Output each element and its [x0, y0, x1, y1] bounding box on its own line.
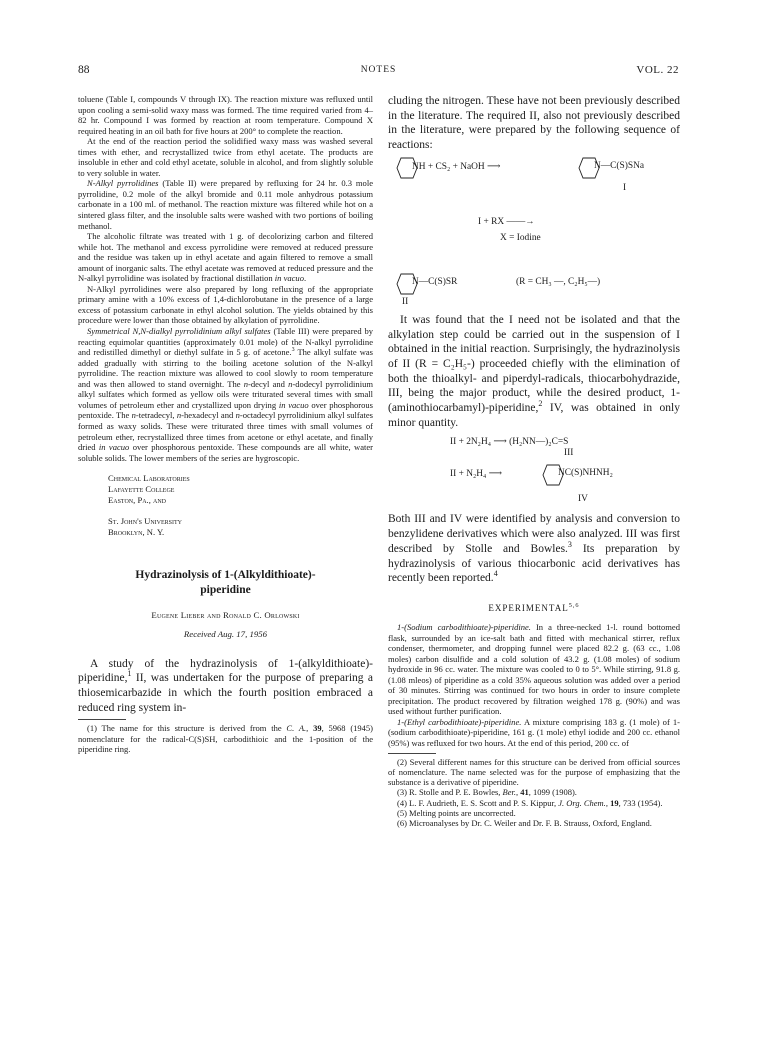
italic-text: Ber. — [502, 787, 517, 798]
italic-text: in vacuo — [98, 442, 130, 453]
reactants: II + N₂H₄ ⟶ — [450, 469, 503, 480]
text: A study of the hydrazinolysis of 1-(alkyldithioate)-piperidine, — [78, 657, 373, 685]
right-column — [388, 94, 680, 829]
italic-text: J. Org. Chem. — [558, 797, 606, 808]
italic-text: n — [235, 410, 240, 421]
paragraph — [388, 512, 680, 586]
footnote: (6) Microanalyses by Dr. C. Weiler and Dr. F. B. Strauss, Oxford, England. — [397, 818, 652, 829]
compound-label: II — [402, 296, 409, 307]
paragraph — [78, 231, 373, 284]
text: , 5968 (1945) nomenclature for the radical-C(S)SH, carbodithioic and the 1-position of the piperidine ring. — [78, 723, 374, 755]
paragraph — [388, 717, 680, 749]
footnote-ref: 3 — [567, 540, 572, 550]
text: , — [306, 723, 314, 734]
product: N—C(S)SNa — [594, 160, 645, 171]
italic-text: 1-(Sodium carbodithioate)-piperidine. — [397, 621, 531, 632]
volume-label: VOL. 22 — [636, 64, 679, 76]
footnote-ref: 1 — [127, 669, 132, 679]
italic-text: n — [288, 378, 293, 389]
product: N—C(S)SR — [412, 276, 458, 287]
paragraph: N-Alkyl pyrrolidines were also prepared by long refluxing of the appropriate primary amine with a 10% excess of 1,4-dichlorobutane in the presence of a large excess of potassium carbonate in ethyl alcohol solution. The yields obtained by this procedure were lower than those obtained by alkylation of pyrrolidine. — [78, 283, 373, 326]
footnote — [78, 723, 373, 754]
bold-text: 19 — [610, 797, 619, 808]
address-line: Lafayette College — [108, 484, 175, 495]
italic-text: in vacuo — [274, 273, 304, 284]
text: over phosphorous pentoxide. The — [78, 399, 373, 421]
paragraph — [388, 622, 680, 717]
paragraph: At the end of the reaction period the solidified waxy mass was washed several times with ether, and recrystallized twice from ethyl acetate. The products are insoluble in ether and cold ethyl acetate, soluble in alcohol, and from slightly soluble to very soluble in water. — [78, 136, 373, 178]
footnote-ref: 5,6 — [568, 601, 580, 609]
reaction-scheme-5 — [388, 464, 680, 506]
italic-text: Symmetrical N,N-dialkyl pyrrolidinium alkyl sulfates — [87, 326, 271, 337]
footnote-ref: 3 — [291, 347, 295, 354]
text: II, was undertaken for the purpose of preparing a thiosemicarbazide in which the fourth position embraced a reduced ring system in- — [78, 672, 373, 714]
italic-text: n — [243, 378, 249, 389]
compound-label: IV — [578, 494, 588, 505]
footnotes — [388, 757, 680, 829]
address-line: Brooklyn, N. Y. — [108, 526, 165, 537]
heading-text: EXPERIMENTAL — [488, 602, 569, 613]
paragraph — [388, 313, 680, 431]
page-number: 88 — [78, 64, 90, 76]
italic-text: n — [176, 410, 182, 421]
product: NC(S)NHNH₂ — [558, 468, 613, 479]
text: The alkyl sulfate was added gradually with stirring to the boiling acetone solution of the N-alkyl pyrrolidine. The reaction mixture was allowed to cool slowly to room temperature and was then allowed to stand overnight. The — [78, 347, 373, 389]
text: -octadecyl pyrrolidinium alkyl sulfates formed as waxy solids. These were triturated three times with small volumes of petroleum ether, recrystallized three times from acetone or ethyl acetate, and finally dried — [78, 410, 374, 453]
italic-text: 1-(Ethyl carbodithioate)-piperidine. — [397, 716, 522, 727]
text: In a three-necked 1-l. round bottomed flask, surrounded by an ice-salt bath and fitted with mechanical stirrer, reflux condenser, thermometer, and dropping funnel were placed 82.2 g. (63 cc., 1.08 moles) carbon disulfide and a cold solution of 43.2 g. (1.08 moles) of sodium hydroxide in 96 cc. water. The mixture was cooled to 0 to 5°. While stirring, 91.8 g. (1.08 mleos) of piperidine as a cold 35% aqueous solution was added over a period of 30 minutes. Stirring was continued for two hours in order to insure complete precipitation. The product recovered by filtration weighed 178 g. (90%) and was used without further purification. — [388, 621, 680, 717]
paragraph: toluene (Table I, compounds V through IX). The reaction mixture was refluxed until upon cooling a semi-solid waxy mass was formed. The time required varied from 4–82 hr. Compound I was formed by reaction at room temperature. Compound X required heating in an oil bath for five hours at 200° to complete the reaction. — [78, 94, 373, 136]
text: (1) The name for this structure is derived from the — [87, 723, 287, 734]
text: , — [605, 797, 611, 808]
text: , 1099 (1908). — [528, 787, 577, 798]
text: , 733 (1954). — [618, 797, 663, 808]
address-line: Easton, Pa., and — [108, 494, 166, 505]
text: -hexadecyl and — [181, 410, 236, 421]
text: (Table III) were prepared by reacting equimolar quantities (approximately 0.01 mole) of the N-alkyl pyrrolidine and redistilled dimethyl or diethyl sulfate in 5 g. of acetone. — [78, 326, 373, 358]
reaction: II + 2N₂H₄ ⟶ (H₂NN—)₂C=S — [450, 437, 569, 448]
text: A mixture comprising 183 g. (1 mole) of 1-(sodium carbodithioate)-piperidine, 161 g. (1 mole) ethyl iodide and 200 cc. ethanol (95%) was refluxed for two hours. At the end of this period, 200 cc. of — [388, 716, 680, 748]
paragraph: cluding the nitrogen. These have not been previously described in the literature. The required II, also not previously described in the literature, were prepared by the following sequence of reactions: — [388, 95, 680, 152]
text: Both III and IV were identified by analysis and conversion to benzylidene derivatives which were also analyzed. III was first described by Stolle and Bowles. — [388, 513, 680, 555]
footnote: (5) Melting points are uncorrected. — [397, 808, 516, 818]
article-body — [78, 657, 373, 716]
text: The alcoholic filtrate was treated with 1 g. of decolorizing carbon and filtered while hot. The methanol and excess pyrrolidine were removed at reduced pressure and the residue was taken up in ethyl acetate and again filtered to remove a small amount of inorganic salts. The ethyl acetate was removed at reduced pressure and the N-alkyl pyrrolidine was isolated by fractional distillation — [78, 231, 373, 284]
bold-text: 39 — [313, 723, 322, 734]
paragraph — [78, 178, 373, 231]
italic-text: C. A. — [286, 723, 307, 734]
footnote-ref: 4 — [493, 569, 498, 579]
text: , — [516, 787, 521, 798]
footnote — [388, 798, 680, 808]
article-body-cont — [388, 94, 680, 153]
text: . — [303, 273, 307, 284]
footnotes — [78, 723, 373, 754]
italic-text: in vacuo — [278, 399, 309, 410]
substituent-note: (R = CH₃ —, C₂H₅—) — [516, 276, 601, 287]
text: Its preparation by hydrazinolysis of various thiocarbonic acid derivatives has recently been reported. — [388, 542, 680, 585]
page-header — [78, 64, 679, 80]
title-line: piperidine — [200, 583, 251, 596]
text: IV, was obtained in only minor quantity. — [388, 402, 680, 429]
text: (4) L. F. Audrieth, E. S. Scott and P. S. Kippur, — [397, 797, 559, 808]
paragraph — [78, 657, 373, 716]
reaction-scheme-2 — [388, 217, 680, 273]
reaction-scheme-3 — [388, 273, 680, 309]
italic-text: N-Alkyl pyrrolidines — [87, 178, 159, 189]
footnote — [388, 787, 680, 797]
experimental-text — [388, 622, 680, 749]
text: (Table II) were prepared by refluxing for 24 hr. 0.3 mole pyrrolidine, 0.2 mole of the alkyl bromide and 0.11 mole anhydrous potassium carbonate in a 100 ml. of methanol. The reaction mixture was filtered while hot on a sintered glass filter, and the insoluble salts were washed with two portions of boiling methanol. — [78, 178, 373, 231]
text: (3) R. Stolle and P. E. Bowles, — [397, 787, 503, 798]
article-title — [78, 568, 373, 598]
paragraph — [78, 326, 373, 463]
article-body-cont — [388, 512, 680, 586]
text: -decyl and — [248, 378, 289, 389]
footnote-ref: 2 — [538, 399, 543, 409]
article-authors: Eugene Lieber and Ronald C. Orlowski — [151, 609, 300, 620]
reactants: NH + CS₂ + NaOH ⟶ — [412, 161, 501, 172]
bold-text: 41 — [520, 787, 529, 798]
text: -tetradecyl, — [135, 410, 177, 421]
reaction-scheme-1 — [388, 153, 680, 207]
footnote-rule — [388, 753, 436, 754]
text: -dodecyl pyrrolidinium alkyl sulfates which formed as yellow oils were triturated several times with small volumes of petroleum ether and crystallized upon drying — [78, 378, 374, 410]
text: It was found that the I need not be isolated and that the alkylation step could be carried out in the suspension of I obtained in the initial reaction. Surprisingly, the hydrazinolysis of II (R = C₂H₅-) proceeded chiefly with the elimination of both the thioalkyl- and piperdyl-radicals, thiocarbohydrazide, III, being the major product, while the desired product, 1-(aminothiocarbamyl)-piperidine, — [388, 313, 680, 415]
title-line: Hydrazinolysis of 1-(Alkyldithioate)- — [135, 568, 316, 581]
footnote: (2) Several different names for this structure can be derived from official sources of nomenclature. The name selected was for the purpose of emphasizing that the substance is a derivative of piperidine. — [388, 756, 680, 788]
received-date: Received Aug. 17, 1956 — [183, 628, 268, 639]
left-column — [78, 94, 373, 754]
experimental-heading — [388, 603, 680, 613]
compound-label: I — [623, 182, 627, 193]
preparation-text — [78, 94, 373, 463]
footnote-rule — [78, 719, 126, 720]
compound-label: III — [564, 448, 574, 459]
address-line: Chemical Laboratories — [108, 473, 190, 484]
section-label: NOTES — [360, 65, 397, 75]
reaction: I + RX ——→ — [478, 216, 535, 227]
article-body-cont — [388, 313, 680, 431]
italic-text: n — [131, 410, 136, 421]
reaction-scheme-4 — [388, 436, 680, 460]
address-line: St. John's University — [108, 515, 182, 526]
reaction-note: X = Iodine — [500, 232, 541, 243]
text: over phosphorous pentoxide. These compounds are all white, water soluble solids. The lower members of the series are hygroscopic. — [78, 442, 373, 463]
author-address — [108, 473, 373, 538]
